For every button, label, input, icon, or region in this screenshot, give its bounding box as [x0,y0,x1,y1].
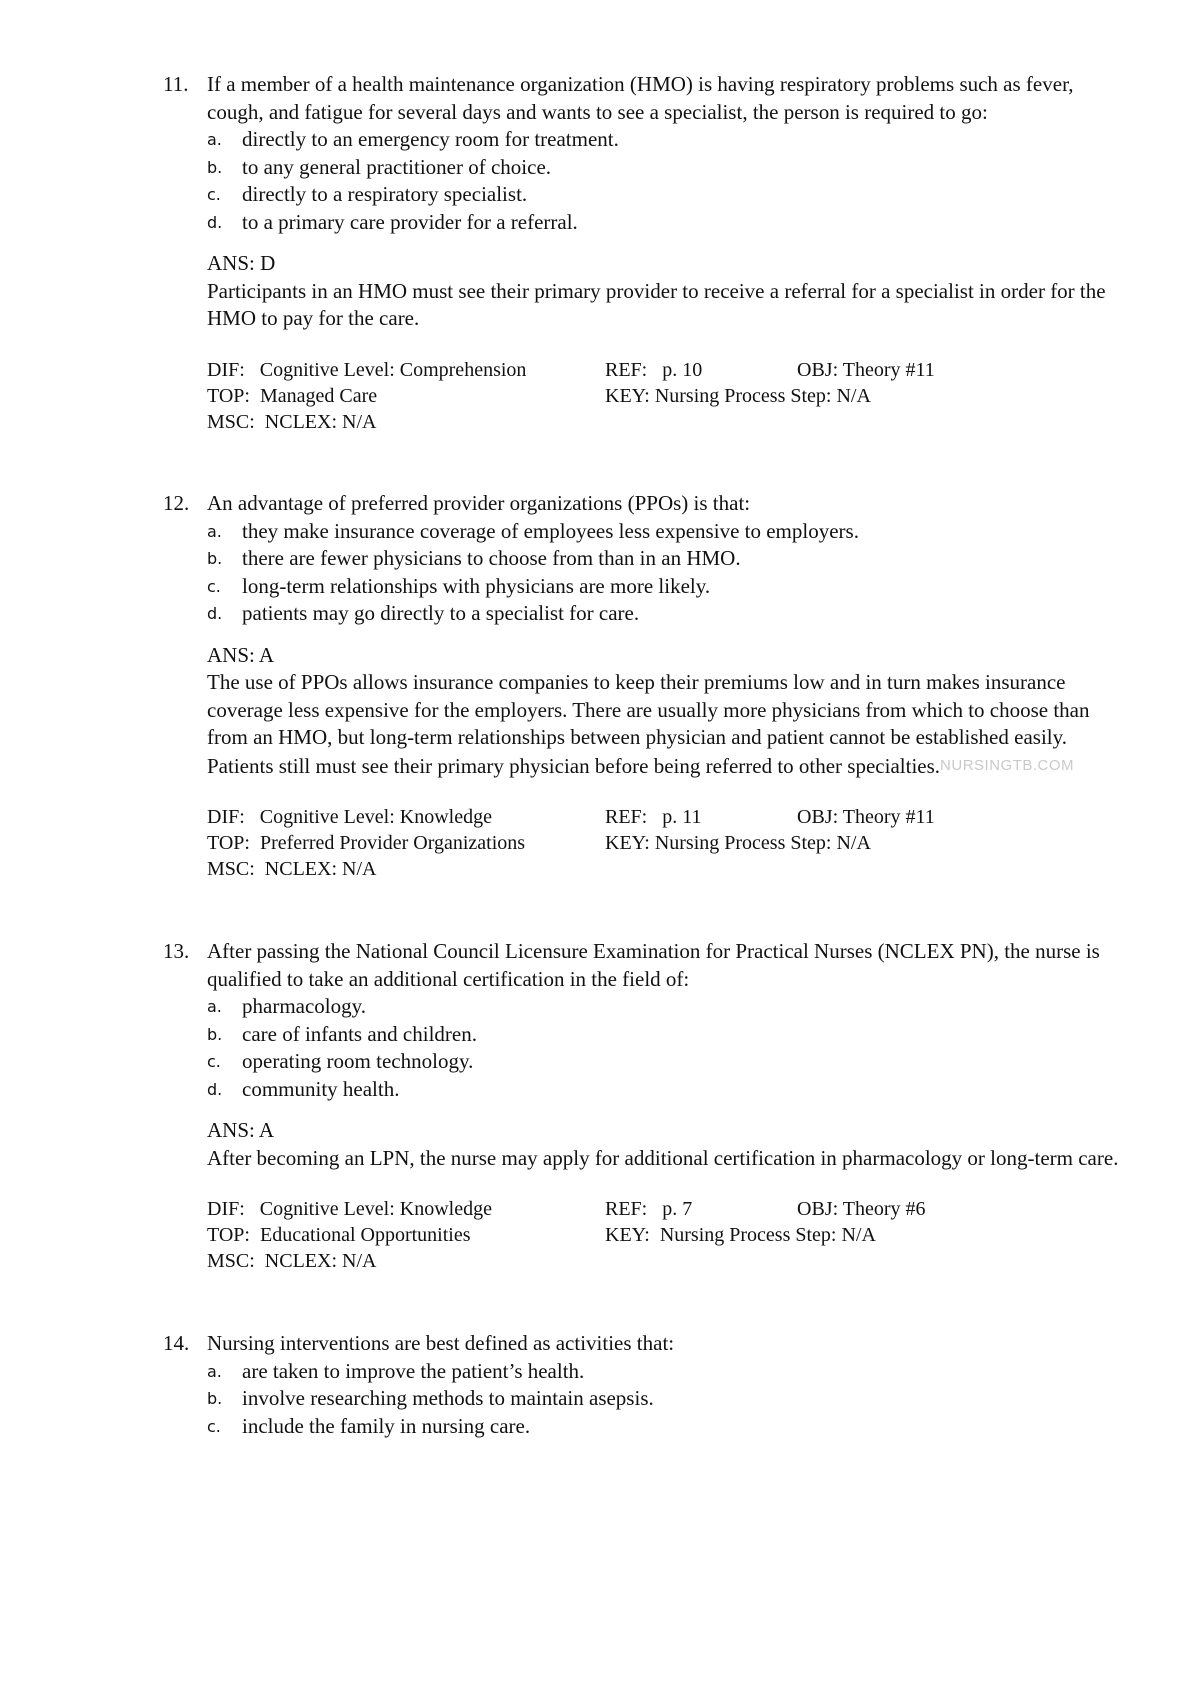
choice-text: long-term relationships with physicians are more likely. [242,573,711,598]
question-number: 12. [163,491,190,515]
answer-choices [163,126,1123,236]
meta-key: KEY: Nursing Process Step: N/A [605,384,871,407]
rationale [207,669,1123,780]
choice-d [207,209,1123,237]
choice-text: are taken to improve the patient’s health. [242,1358,585,1383]
choice-text: include the family in nursing care. [242,1413,531,1438]
choice-b [207,154,1123,182]
choice-text: directly to a respiratory specialist. [242,182,528,206]
choice-d [207,600,1123,628]
choice-text: to any general practitioner of choice. [242,154,552,179]
choice-a [207,518,1123,546]
answer-choices [163,993,1123,1103]
rationale: After becoming an LPN, the nurse may apply for additional certification in pharmacology or long-term care. [207,1145,1119,1170]
meta-dif: DIF: Cognitive Level: Knowledge [207,1198,492,1220]
answer-block [207,250,1123,333]
answer-choices [163,518,1123,628]
answer-key: ANS: A [207,642,275,667]
choice-letter: d. [207,212,223,232]
choice-letter: c. [207,576,221,596]
choice-text: pharmacology. [242,994,367,1018]
meta-ref: REF: p. 10 [605,358,703,381]
choice-b [207,545,1123,573]
question-14 [163,1330,1123,1440]
meta-top: TOP: Educational Opportunities [207,1224,471,1246]
meta-key: KEY: Nursing Process Step: N/A [605,1224,876,1246]
choice-text: community health. [242,1076,400,1101]
choice-b [207,1385,1123,1413]
choice-c [207,573,1123,601]
meta-key: KEY: Nursing Process Step: N/A [605,832,871,854]
choice-text: operating room technology. [242,1049,474,1073]
choice-text: involve researching methods to maintain asepsis. [242,1386,654,1410]
choice-text: care of infants and children. [242,1021,477,1046]
choice-letter: a. [207,130,222,149]
choice-text: to a primary care provider for a referral. [242,209,578,234]
choice-b [207,1021,1123,1049]
choice-text: directly to an emergency room for treatment. [242,127,619,151]
question-number: 13. [163,939,190,963]
choice-letter: d. [207,604,223,623]
meta-dif: DIF: Cognitive Level: Knowledge [207,806,492,828]
choice-text: patients may go directly to a specialist for care. [242,601,640,625]
choice-letter: a. [207,521,222,541]
choice-d [207,1076,1123,1104]
watermark: NURSINGTB.COM [940,756,1075,774]
choice-text: they make insurance coverage of employees less expensive to employers. [242,518,859,543]
meta-msc: MSC: NCLEX: N/A [207,410,377,433]
choice-letter: b. [207,157,223,177]
meta-top: TOP: Managed Care [207,384,378,407]
answer-key: ANS: D [207,251,276,275]
choice-c [207,1413,1123,1441]
choice-a [207,1358,1123,1386]
question-stem: After passing the National Council Licensure Examination for Practical Nurses (NCLEX PN), the nurse is qualified to take an additional certification in the field of: [207,939,1100,991]
question-metadata [207,1196,1123,1278]
question-stem-row [163,1330,1123,1358]
answer-block [207,642,1123,781]
question-11 [163,71,1123,439]
answer-block [207,1117,1123,1172]
choice-letter: d. [207,1079,223,1099]
rationale: Participants in an HMO must see their primary provider to receive a referral for a specialist in order for the HMO to pay for the care. [207,278,1106,330]
question-stem-row [163,490,1123,518]
choice-letter: b. [207,1024,223,1044]
choice-letter: a. [207,997,222,1016]
question-stem: An advantage of preferred provider organizations (PPOs) is that: [207,491,751,515]
choice-a [207,993,1123,1021]
answer-key: ANS: A [207,1118,275,1142]
choice-c [207,181,1123,209]
question-stem: Nursing interventions are best defined as activities that: [207,1331,675,1355]
meta-ref: REF: p. 11 [605,806,702,828]
meta-obj: OBJ: Theory #11 [797,806,935,828]
meta-dif: DIF: Cognitive Level: Comprehension [207,358,527,381]
question-metadata [207,357,1123,439]
choice-letter: b. [207,549,223,568]
choice-letter: b. [207,1389,223,1408]
choice-letter: c. [207,1052,221,1071]
choice-letter: c. [207,185,221,204]
choice-letter: c. [207,1416,221,1436]
choice-letter: a. [207,1361,222,1381]
meta-obj: OBJ: Theory #6 [797,1198,926,1220]
question-number: 14. [163,1331,190,1355]
question-stem-row [163,938,1123,993]
meta-msc: MSC: NCLEX: N/A [207,1250,377,1272]
choice-c [207,1048,1123,1076]
question-13 [163,938,1123,1278]
question-number: 11. [163,72,189,96]
choice-text: there are fewer physicians to choose from than in an HMO. [242,546,741,570]
question-stem: If a member of a health maintenance organization (HMO) is having respiratory problems such as fever, cough, and fatigue for several days and wants to see a specialist, the person is required to go: [207,72,1074,124]
question-12 [163,490,1123,886]
answer-choices [163,1358,1123,1441]
meta-msc: MSC: NCLEX: N/A [207,858,377,880]
choice-a [207,126,1123,154]
question-metadata [207,804,1123,886]
meta-top: TOP: Preferred Provider Organizations [207,832,526,854]
rationale-text: The use of PPOs allows insurance companies to keep their premiums low and in turn makes insurance coverage less expensive for the employers. There are usually more physicians from which to choose than from an HMO, but long-term relationships between physician and patient cannot be established easily. Patients still must see their primary physician before being referred to other specialties. [207,670,1090,778]
question-stem-row [163,71,1123,126]
meta-obj: OBJ: Theory #11 [797,358,935,381]
meta-ref: REF: p. 7 [605,1198,693,1220]
